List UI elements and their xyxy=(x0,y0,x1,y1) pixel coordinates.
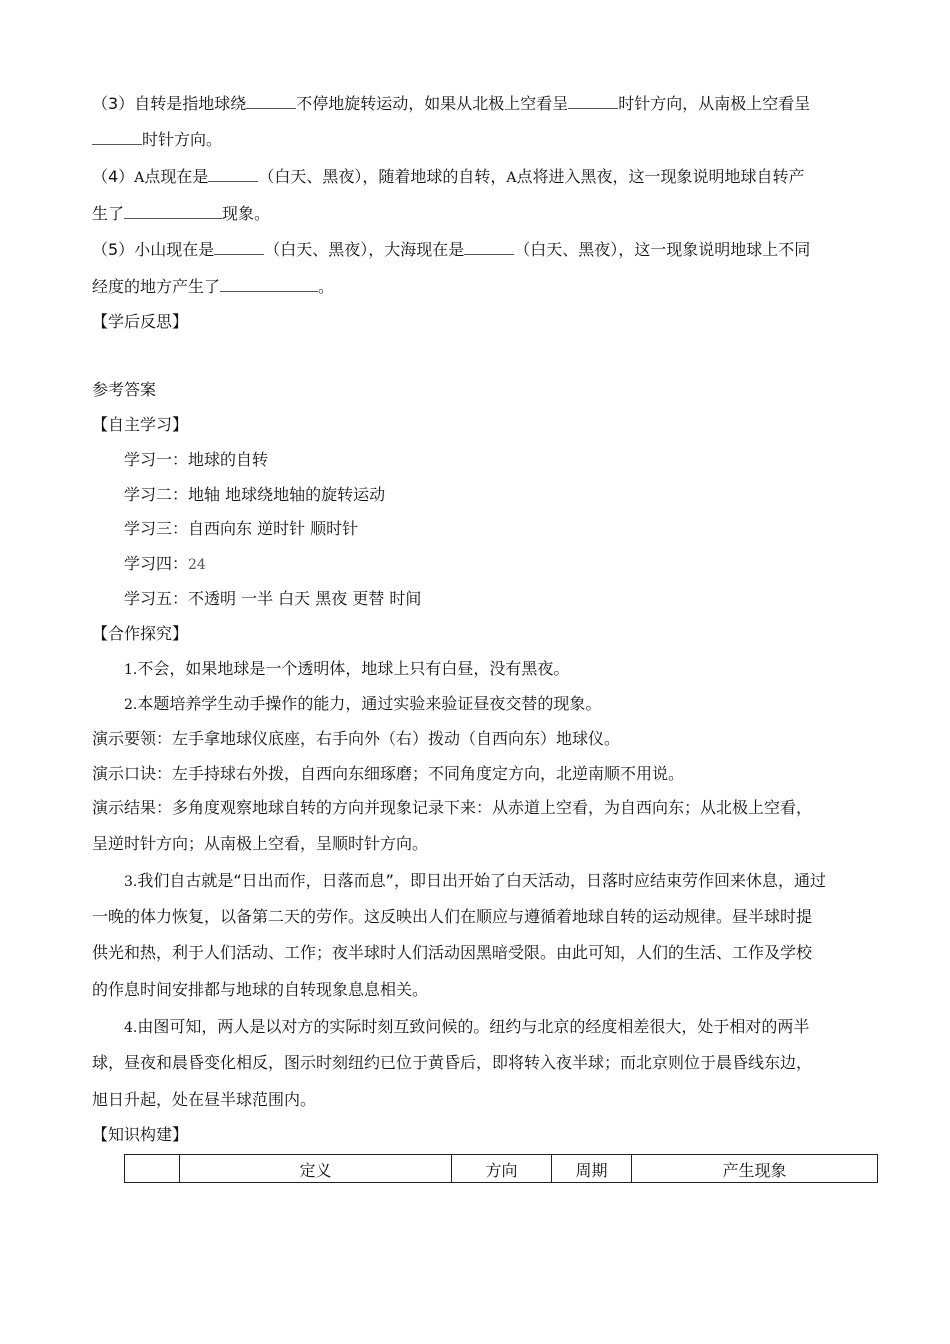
q4-line2: 生了 现象。 xyxy=(92,204,271,223)
q5-blank-1[interactable] xyxy=(214,238,264,255)
table-header-blank xyxy=(125,1155,180,1183)
coop-answer-2: 2.本题培养学生动手操作的能力，通过实验来验证昼夜交替的现象。 xyxy=(124,694,602,713)
demo-result-line2: 呈逆时针方向；从南极上空看，呈顺时针方向。 xyxy=(92,834,429,853)
q5-line2: 经度的地方产生了 。 xyxy=(92,277,335,296)
coop-answer-4-line3: 旭日升起，处在昼半球范围内。 xyxy=(92,1090,317,1109)
reflection-heading: 【学后反思】 xyxy=(92,312,189,331)
coop-answer-3-line1: 3.我们自古就是“日出而作，日落而息”，即日出开始了白天活动，日落时应结束劳作回来休息，通过 xyxy=(124,871,826,890)
q4-line1: （4）A点现在是 （白天、黑夜），随着地球的自转，A点将进入黑夜，这一现象说明地球自转产 xyxy=(92,167,805,186)
self-study-item-1: 学习一：地球的自转 xyxy=(124,450,269,469)
self-study-heading: 【自主学习】 xyxy=(92,415,189,434)
q3-blank-2[interactable] xyxy=(568,92,618,109)
q3-line1: （3）自转是指地球绕 不停地旋转运动，如果从北极上空看呈 时针方向，从南极上空看呈 xyxy=(92,94,811,113)
table-header-definition: 定义 xyxy=(180,1155,452,1183)
table-header-direction: 方向 xyxy=(452,1155,552,1183)
self-study-item-4-value: 24 xyxy=(188,557,206,573)
q4-blank-1[interactable] xyxy=(208,165,258,182)
coop-answer-3-line4: 的作息时间安排都与地球的自转现象息息相关。 xyxy=(92,980,429,999)
q3-blank-1[interactable] xyxy=(246,92,296,109)
self-study-item-5: 学习五：不透明 一半 白天 黑夜 更替 时间 xyxy=(124,589,422,608)
demo-rhyme: 演示口诀：左手持球右外拨，自西向东细琢磨；不同角度定方向，北逆南顺不用说。 xyxy=(92,764,685,783)
q5-blank-3[interactable] xyxy=(220,275,318,292)
coop-heading: 【合作探究】 xyxy=(92,624,189,643)
q4-blank-2[interactable] xyxy=(124,202,222,219)
knowledge-heading: 【知识构建】 xyxy=(92,1125,189,1144)
knowledge-table xyxy=(124,1154,878,1183)
table-header-row xyxy=(125,1155,878,1183)
q5-blank-2[interactable] xyxy=(464,238,514,255)
q3-blank-3[interactable] xyxy=(92,128,142,145)
coop-answer-4-line1: 4.由图可知，两人是以对方的实际时刻互致问候的。纽约与北京的经度相差很大，处于相对的两半 xyxy=(124,1017,810,1036)
table-header-period: 周期 xyxy=(552,1155,632,1183)
self-study-item-2: 学习二：地轴 地球绕地轴的旋转运动 xyxy=(124,485,386,504)
answers-title: 参考答案 xyxy=(92,380,157,399)
q5-line1: （5）小山现在是 （白天、黑夜），大海现在是 （白天、黑夜），这一现象说明地球上不同 xyxy=(92,240,811,259)
coop-answer-1: 1.不会，如果地球是一个透明体，地球上只有白昼，没有黑夜。 xyxy=(124,659,570,678)
coop-answer-3-line2: 一晚的体力恢复，以备第二天的劳作。这反映出人们在顺应与遵循着地球自转的运动规律。昼半球时提 xyxy=(92,907,813,926)
demo-essentials: 演示要领：左手拿地球仪底座，右手向外（右）拨动（自西向东）地球仪。 xyxy=(92,729,621,748)
coop-answer-3-line3: 供光和热，利于人们活动、工作；夜半球时人们活动因黑暗受限。由此可知，人们的生活、工作及学校 xyxy=(92,943,813,962)
self-study-item-3: 学习三：自西向东 逆时针 顺时针 xyxy=(124,519,359,538)
self-study-item-4: 学习四：24 xyxy=(124,554,206,573)
q3-line2: 时针方向。 xyxy=(92,128,222,151)
demo-result-line1: 演示结果：多角度观察地球自转的方向并现象记录下来：从赤道上空看，为自西向东；从北极上空看， xyxy=(92,798,813,817)
coop-answer-4-line2: 球，昼夜和晨昏变化相反，图示时刻纽约已位于黄昏后，即将转入夜半球；而北京则位于晨昏线东边， xyxy=(92,1053,813,1072)
table-header-phenomena: 产生现象 xyxy=(632,1155,878,1183)
